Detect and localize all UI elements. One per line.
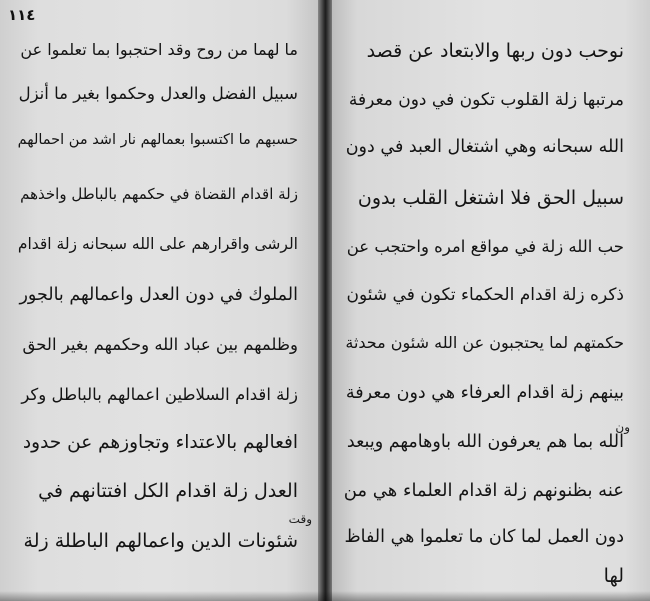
left-line-9: افعالهم بالاعتداء وتجاوزهم عن حدود [22,432,298,453]
left-line-3: حسبهم ما اكتسبوا بعمالهم نار اشد من احمالهم [17,132,298,148]
right-line-11: دون العمل لما كان ما تعلموا هي الفاظ [344,527,624,547]
left-line-7: وظلمهم بين عباد الله وحكمهم بغير الحق [22,335,298,354]
right-line-5: حب الله زلة في مواقع امره واحتجب عن [346,237,624,256]
left-marginal-note: وقت [288,512,312,526]
page-bottom-shadow [0,591,650,601]
right-line-10: عنه بظنونهم زلة اقدام العلماء هي من [343,480,624,501]
right-line-6: ذكره زلة اقدام الحكماء تكون في شئون [346,285,624,305]
right-page [332,0,650,601]
right-line-2: مرتبها زلة القلوب تكون في دون معرفة [348,90,624,110]
right-line-4: سبيل الحق فلا اشتغل القلب بدون [357,187,624,209]
left-line-11: شئونات الدين واعمالهم الباطلة زلة [23,530,298,552]
right-line-9: الله بما هم يعرفون الله باوهامهم ويبعد [346,432,624,452]
right-line-1: نوحب دون ربها والابتعاد عن قصد [366,40,624,62]
left-line-4: زلة اقدام القضاة في حكمهم بالباطل واخذهم [20,185,298,203]
left-line-2: سبيل الفضل والعدل وحكموا بغير ما أنزل [18,84,298,103]
left-line-1: ما لهما من روح وقد احتجبوا بما تعلموا عن [20,40,298,59]
left-line-5: الرشى واقرارهم على الله سبحانه زلة اقدام [17,235,298,253]
left-page [0,0,318,601]
left-line-6: الملوك في دون العدل واعمالهم بالجور [19,285,298,305]
left-line-8: زلة اقدام السلاطين اعمالهم بالباطل وكر [21,385,298,404]
book-gutter [318,0,332,601]
right-line-3: الله سبحانه وهي اشتغال العبد في دون [345,137,624,157]
page-number: ١١٤ [8,6,36,24]
left-line-10: العدل زلة اقدام الكل افتتانهم في [38,480,298,502]
right-line-12: لها [603,565,624,587]
right-line-8: بينهم زلة اقدام العرفاء هي دون معرفة [345,383,624,403]
right-line-7: حكمتهم لما يحتجبون عن الله شئون محدثة [345,333,624,352]
right-marginal-note: ون [615,420,630,434]
